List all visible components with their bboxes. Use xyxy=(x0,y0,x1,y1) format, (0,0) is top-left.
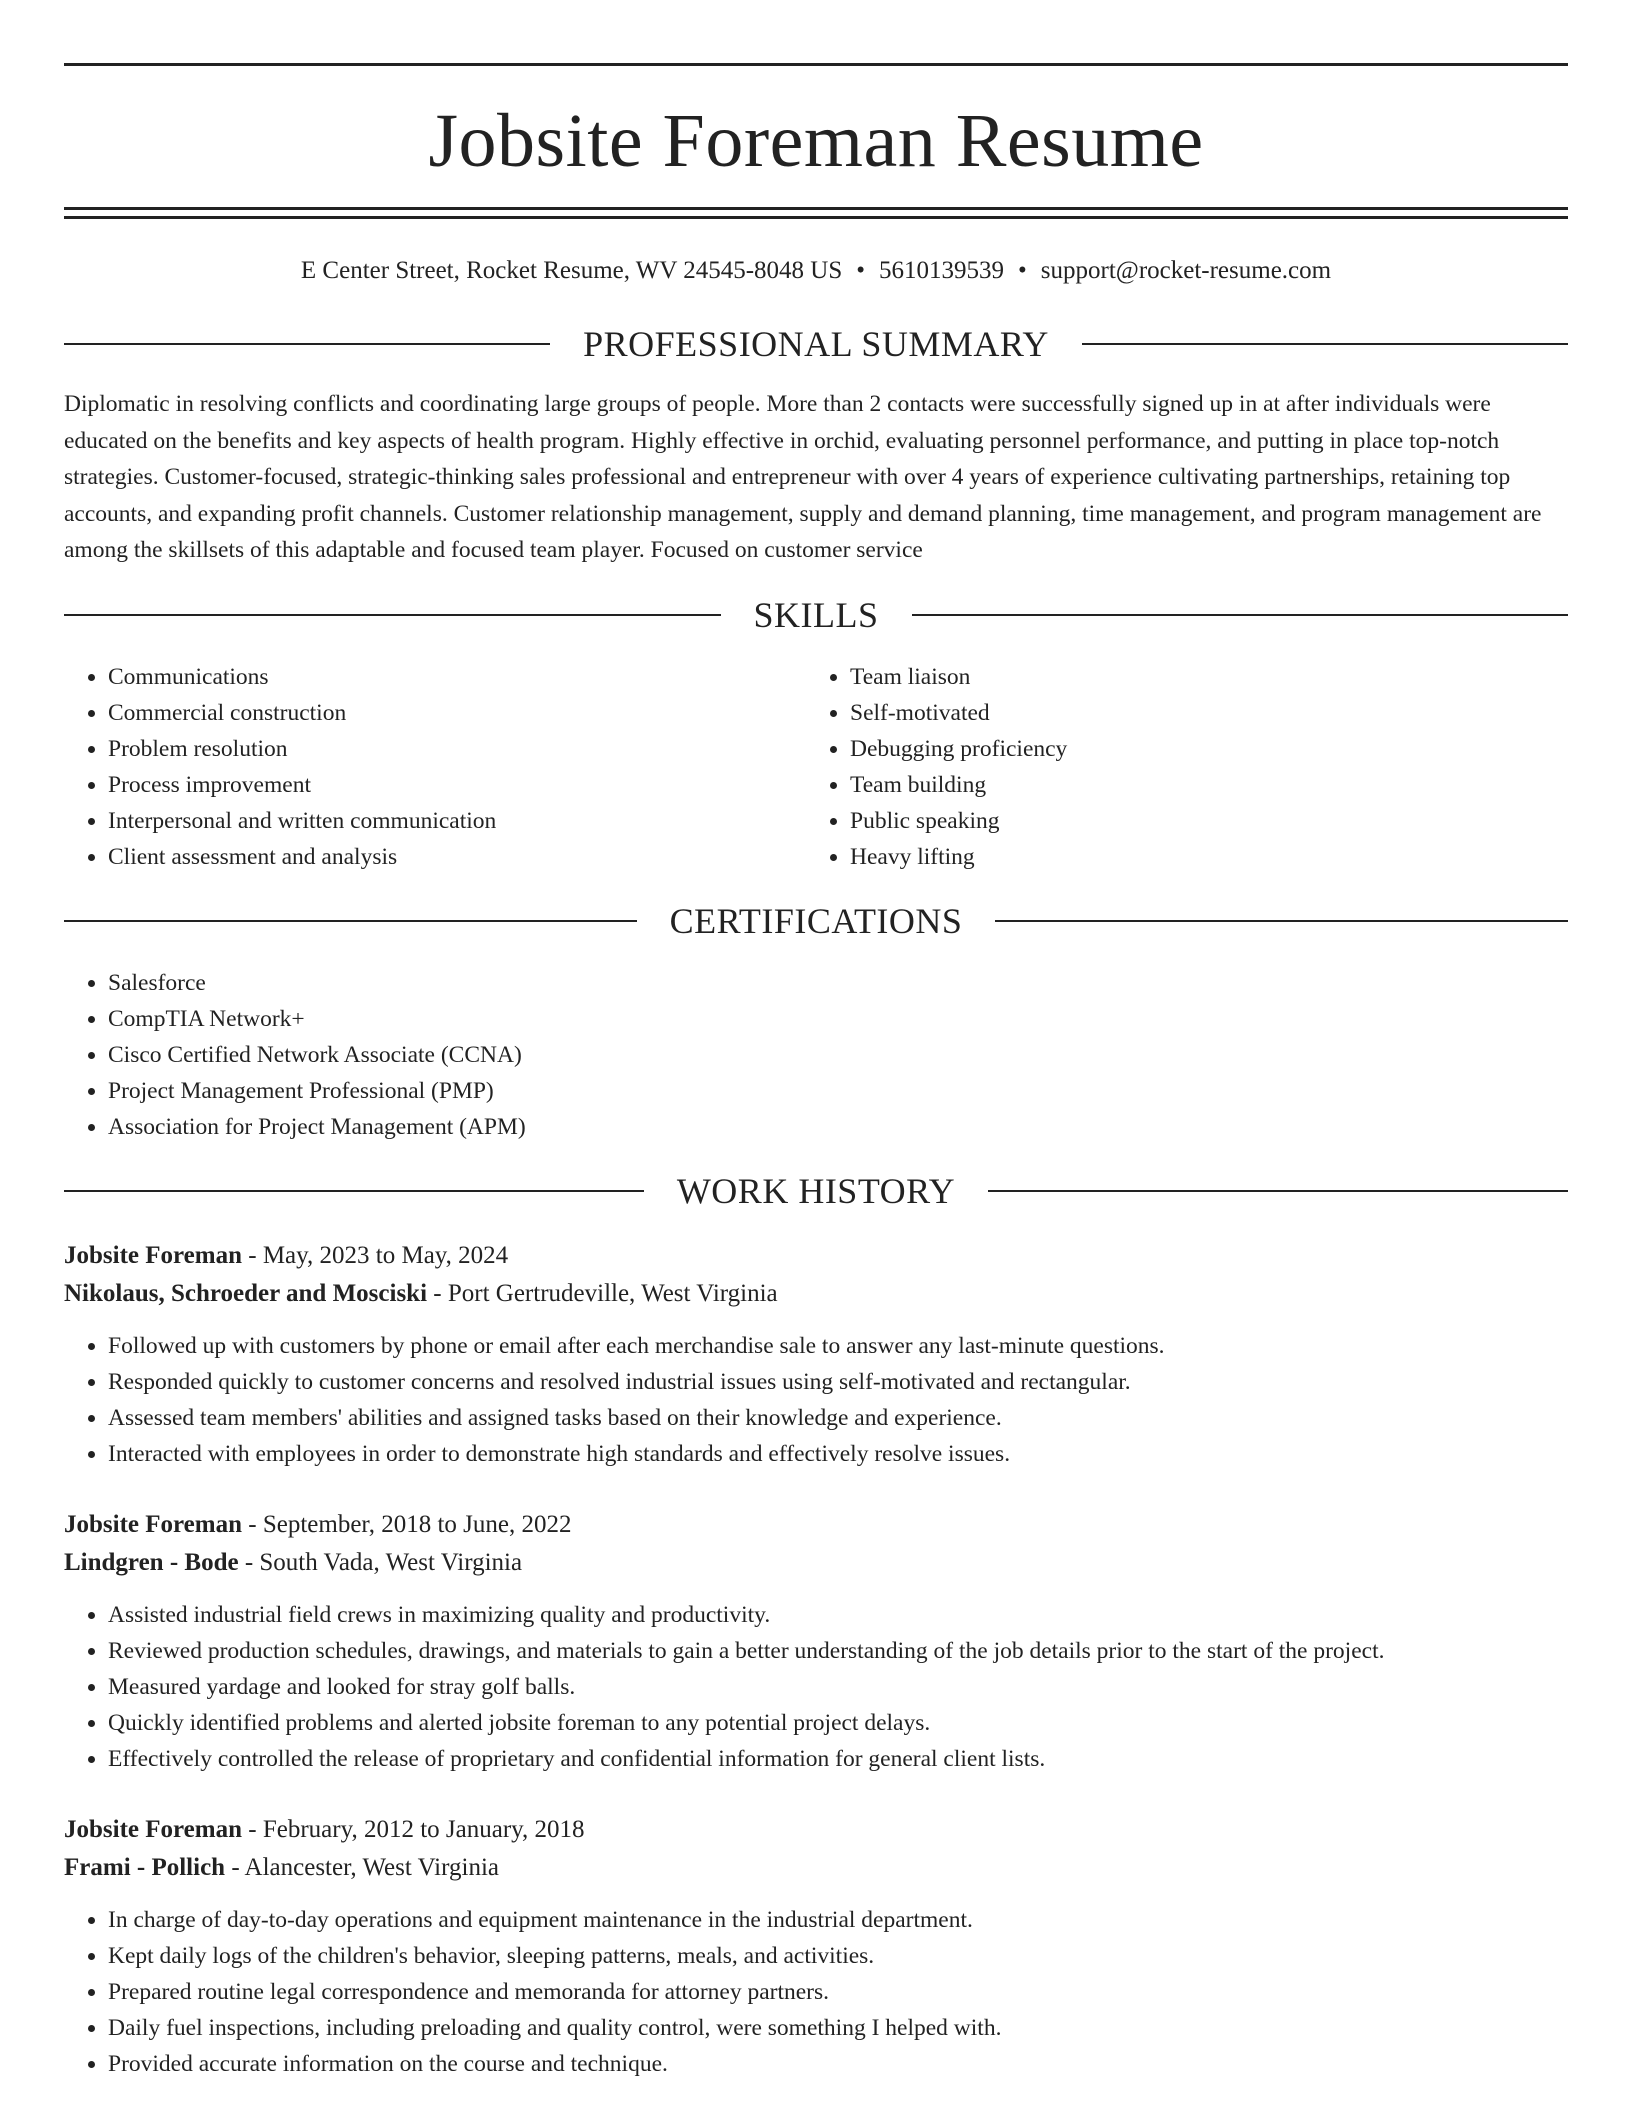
section-header-skills xyxy=(64,595,1568,635)
section-header-summary xyxy=(64,324,1568,364)
section-title: WORK HISTORY xyxy=(676,1170,956,1211)
section-rule-left xyxy=(64,614,721,616)
certifications-list xyxy=(64,965,1568,1145)
skill-item: • Interpersonal and written communication xyxy=(108,803,806,839)
job-bullets xyxy=(64,1902,1568,2082)
certification-item: • Association for Project Management (APM) xyxy=(108,1109,1568,1145)
job-dates: - September, 2018 to June, 2022 xyxy=(242,1510,572,1538)
job-bullet: • Assessed team members' abilities and assigned tasks based on their knowledge and experience. xyxy=(108,1400,1568,1436)
job-bullet: • Reviewed production schedules, drawings, and materials to gain a better understanding of the job details prior to the start of the project. xyxy=(108,1633,1568,1669)
job-company-line xyxy=(64,1275,1568,1313)
job-bullet: • Interacted with employees in order to demonstrate high standards and effectively resolve issues. xyxy=(108,1436,1568,1472)
summary-text: Diplomatic in resolving conflicts and coordinating large groups of people. More than 2 contacts were successfully signed up in at after individuals were educated on the benefits and key aspects of health program. Highly effective in orchid, evaluating personnel performance, and putting in place top-notch strategies. Customer-focused, strategic-thinking sales professional and entrepreneur with over 4 years of experience cultivating partnerships, retaining top accounts, and expanding profit channels. Customer relationship management, supply and demand planning, time management, and program management are among the skillsets of this adaptable and focused team player. Focused on customer service xyxy=(64,391,1542,563)
job-bullet: • Prepared routine legal correspondence and memoranda for attorney partners. xyxy=(108,1974,1568,2010)
job-bullet: • Daily fuel inspections, including preloading and quality control, were something I helped with. xyxy=(108,2010,1568,2046)
job-bullet: • Followed up with customers by phone or email after each merchandise sale to answer any last-minute questions. xyxy=(108,1328,1568,1364)
section-title: PROFESSIONAL SUMMARY xyxy=(583,324,1049,364)
skill-item: • Problem resolution xyxy=(108,731,806,767)
job-bullet: • In charge of day-to-day operations and equipment maintenance in the industrial department. xyxy=(108,1902,1568,1938)
certification-item: • Salesforce xyxy=(108,965,1568,1001)
section-rule-right xyxy=(912,614,1569,616)
job-location: - South Vada, West Virginia xyxy=(238,1548,523,1576)
skill-item: • Commercial construction xyxy=(108,695,806,731)
section-rule-right xyxy=(1082,343,1568,345)
job-bullet: • Effectively controlled the release of proprietary and confidential information for general client lists. xyxy=(108,1741,1568,1777)
job-location: - Alancester, West Virginia xyxy=(225,1853,499,1881)
skills-column-right xyxy=(806,659,1548,875)
job-bullet: • Quickly identified problems and alerted jobsite foreman to any potential project delays. xyxy=(108,1705,1568,1741)
job-bullet: • Responded quickly to customer concerns and resolved industrial issues using self-motivated and rectangular. xyxy=(108,1364,1568,1400)
job-bullets xyxy=(64,1597,1568,1777)
job-company-line xyxy=(64,1544,1568,1582)
skill-item: • Team liaison xyxy=(850,659,1548,695)
certification-item: • Cisco Certified Network Associate (CCNA) xyxy=(108,1037,1568,1073)
skill-item: • Public speaking xyxy=(850,803,1548,839)
job-title: Jobsite Foreman xyxy=(64,1241,242,1269)
job-company: Frami - Pollich xyxy=(64,1853,226,1881)
skill-item: • Process improvement xyxy=(108,767,806,803)
contact-phone: 5610139539 xyxy=(879,257,1005,284)
job-title-line xyxy=(64,1237,1568,1275)
job-entry xyxy=(64,1237,1568,1472)
section-rule-right xyxy=(995,920,1568,922)
skill-item: • Self-motivated xyxy=(850,695,1548,731)
section-rule-left xyxy=(64,343,550,345)
job-title: Jobsite Foreman xyxy=(64,1815,242,1843)
skill-item: • Team building xyxy=(850,767,1548,803)
contact-line xyxy=(64,256,1568,286)
job-dates: - May, 2023 to May, 2024 xyxy=(242,1241,509,1269)
job-title-line xyxy=(64,1811,1568,1849)
section-rule-left xyxy=(64,1190,644,1192)
section-title: SKILLS xyxy=(753,594,879,635)
page-title: Jobsite Foreman Resume xyxy=(428,99,1204,183)
skill-item: • Heavy lifting xyxy=(850,839,1548,875)
skills-column-left xyxy=(64,659,806,875)
title-rule-upper xyxy=(64,207,1568,210)
certification-item: • Project Management Professional (PMP) xyxy=(108,1073,1568,1109)
job-title: Jobsite Foreman xyxy=(64,1510,242,1538)
skills-list xyxy=(64,659,1568,875)
contact-email: support@rocket-resume.com xyxy=(1040,257,1332,284)
top-rule xyxy=(64,63,1568,66)
section-header-certifications xyxy=(64,901,1568,941)
job-bullet: • Assisted industrial field crews in maximizing quality and productivity. xyxy=(108,1597,1568,1633)
section-rule-right xyxy=(988,1190,1568,1192)
section-title: CERTIFICATIONS xyxy=(669,900,963,941)
skill-item: • Client assessment and analysis xyxy=(108,839,806,875)
job-company: Lindgren - Bode xyxy=(64,1548,239,1576)
job-entry xyxy=(64,1811,1568,2082)
job-bullet: • Provided accurate information on the course and technique. xyxy=(108,2046,1568,2082)
section-rule-left xyxy=(64,920,637,922)
skill-item: • Communications xyxy=(108,659,806,695)
job-location: - Port Gertrudeville, West Virginia xyxy=(427,1279,778,1307)
skill-item: • Debugging proficiency xyxy=(850,731,1548,767)
section-header-work-history xyxy=(64,1171,1568,1211)
contact-address: E Center Street, Rocket Resume, WV 24545-8048 US xyxy=(300,257,843,284)
resume-page xyxy=(64,0,1568,2082)
contact-separator: • xyxy=(1018,257,1027,284)
title-rule-lower xyxy=(64,216,1568,219)
job-bullet: • Kept daily logs of the children's behavior, sleeping patterns, meals, and activities. xyxy=(108,1938,1568,1974)
job-title-line xyxy=(64,1506,1568,1544)
contact-separator: • xyxy=(856,257,866,284)
job-company-line xyxy=(64,1849,1568,1887)
certification-item: • CompTIA Network+ xyxy=(108,1001,1568,1037)
job-bullets xyxy=(64,1328,1568,1472)
job-bullet: • Measured yardage and looked for stray golf balls. xyxy=(108,1669,1568,1705)
job-dates: - February, 2012 to January, 2018 xyxy=(242,1815,585,1843)
job-company: Nikolaus, Schroeder and Mosciski xyxy=(64,1279,428,1307)
job-entry xyxy=(64,1506,1568,1777)
